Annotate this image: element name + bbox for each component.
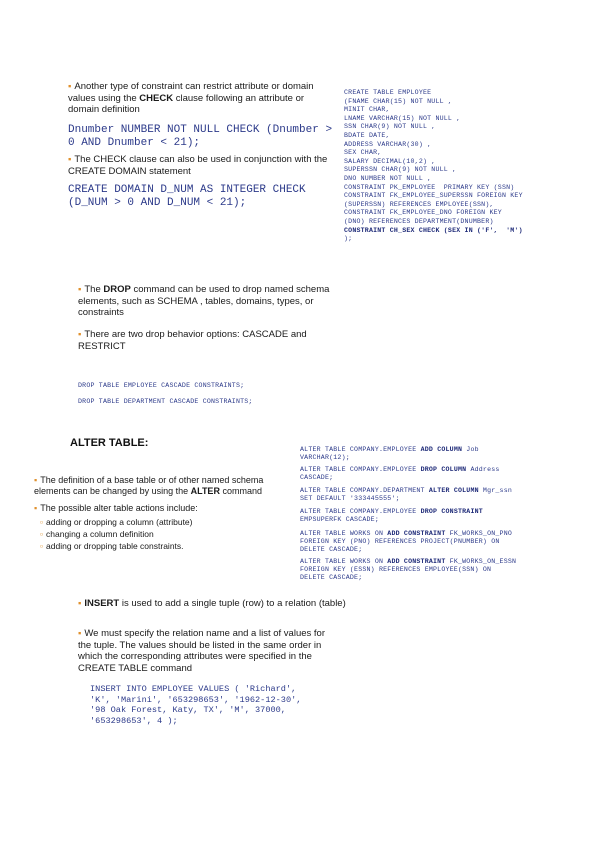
alter-code-1: ALTER TABLE COMPANY.EMPLOYEE ADD COLUMN Job VARCHAR(12); — [300, 446, 479, 461]
insert-bullet-2: ▪ We must specify the relation name and a list of values for the tuple. The values should be listed in the same order in which the corresponding attributes were specified in the CREATE TABLE command — [78, 628, 325, 674]
drop-bullet-2: ▪ There are two drop behavior options: CASCADE and RESTRICT — [78, 329, 307, 352]
alter-code-5: ALTER TABLE WORKS ON ADD CONSTRAINT FK_WORKS_ON_PNO FOREIGN KEY (PNO) REFERENCES PROJECT(PNUMBER) ON DELETE CASCADE; — [300, 530, 513, 553]
insert-code: INSERT INTO EMPLOYEE VALUES ( 'Richard', 'K', 'Marini', '653298653', '1962-12-30', '98 Oak Forest, Katy, TX', 'M', 37000, '653298653', 4 ); — [90, 684, 302, 726]
check-bullet-2: ▪ The CHECK clause can also be used in conjunction with the CREATE DOMAIN statement — [68, 154, 328, 177]
bullet-dot: ▫ — [40, 517, 44, 527]
create-table-code: CREATE TABLE EMPLOYEE (FNAME CHAR(15) NOT NULL , MINIT CHAR, LNAME VARCHAR(15) NOT NULL , SSN CHAR(9) NOT NULL , BDATE DATE, ADDRESS VARCHAR(30) , SEX CHAR, SALARY DECIMAL(10,2) , SUPERSSN CHAR(9) NOT NULL , DNO NUMBER NOT NULL , CONSTRAINT PK_EMPLOYEE PRIMARY KEY (SSN) CONSTRAINT FK_EMPLOYEE_SUPERSSN FOREIGN KEY (SUPERSSN) REFERENCES EMPLOYEE(SSN), CONSTRAINT FK_EMPLOYEE_DNO FOREIGN KEY (DNO) REFERENCES DEPARTMENT(DNUMBER) CONSTRAINT CH_SEX CHECK (SEX IN ('F', 'M') ); — [344, 89, 523, 243]
alter-sub-3: ▫ adding or dropping table constraints. — [40, 541, 184, 551]
bullet-dot: ▪ — [68, 154, 72, 165]
bullet-dot: ▪ — [78, 628, 82, 639]
alter-bullet-2: ▪ The possible alter table actions include: — [34, 503, 198, 513]
bullet-dot: ▫ — [40, 541, 44, 551]
bullet-dot: ▫ — [40, 529, 44, 539]
drop-code: DROP TABLE EMPLOYEE CASCADE CONSTRAINTS; DROP TABLE DEPARTMENT CASCADE CONSTRAINTS; — [78, 382, 253, 405]
bullet-dot: ▪ — [34, 475, 38, 485]
bullet-dot: ▪ — [34, 503, 38, 513]
alter-code-2: ALTER TABLE COMPANY.EMPLOYEE DROP COLUMN Address CASCADE; — [300, 466, 500, 481]
alter-code-4: ALTER TABLE COMPANY.EMPLOYEE DROP CONSTRAINT EMPSUPERFK CASCADE; — [300, 508, 483, 523]
alter-code-6: ALTER TABLE WORKS ON ADD CONSTRAINT FK_WORKS_ON_ESSN FOREIGN KEY (ESSN) REFERENCES EMPLOYEE(SSN) ON DELETE CASCADE; — [300, 558, 517, 581]
alter-sub-2: ▫ changing a column definition — [40, 529, 154, 539]
bullet-dot: ▪ — [68, 81, 72, 92]
check-bullet-1: ▪ Another type of constraint can restrict attribute or domain values using the CHECK clause following an attribute or domain definition — [68, 81, 314, 115]
alter-bullet-1: ▪ The definition of a base table or of other named schema elements can be changed by using the ALTER command — [34, 475, 264, 496]
alter-code-3: ALTER TABLE COMPANY.DEPARTMENT ALTER COLUMN Mgr_ssn SET DEFAULT '333445555'; — [300, 487, 513, 502]
bullet-dot: ▪ — [78, 284, 82, 295]
drop-bullet-1: ▪ The DROP command can be used to drop named schema elements, such as SCHEMA , tables, domains, types, or constraints — [78, 284, 330, 318]
bullet-dot: ▪ — [78, 329, 82, 340]
insert-bullet-1: ▪ INSERT is used to add a single tuple (row) to a relation (table) — [78, 598, 346, 609]
check-code-2: CREATE DOMAIN D_NUM AS INTEGER CHECK (D_NUM > 0 AND D_NUM < 21); — [68, 184, 306, 209]
bullet-dot: ▪ — [78, 598, 82, 609]
alter-heading: ALTER TABLE: — [70, 437, 149, 449]
check-code-1: Dnumber NUMBER NOT NULL CHECK (Dnumber > 0 AND Dnumber < 21); — [68, 124, 333, 149]
alter-sub-1: ▫ adding or dropping a column (attribute) — [40, 517, 193, 527]
